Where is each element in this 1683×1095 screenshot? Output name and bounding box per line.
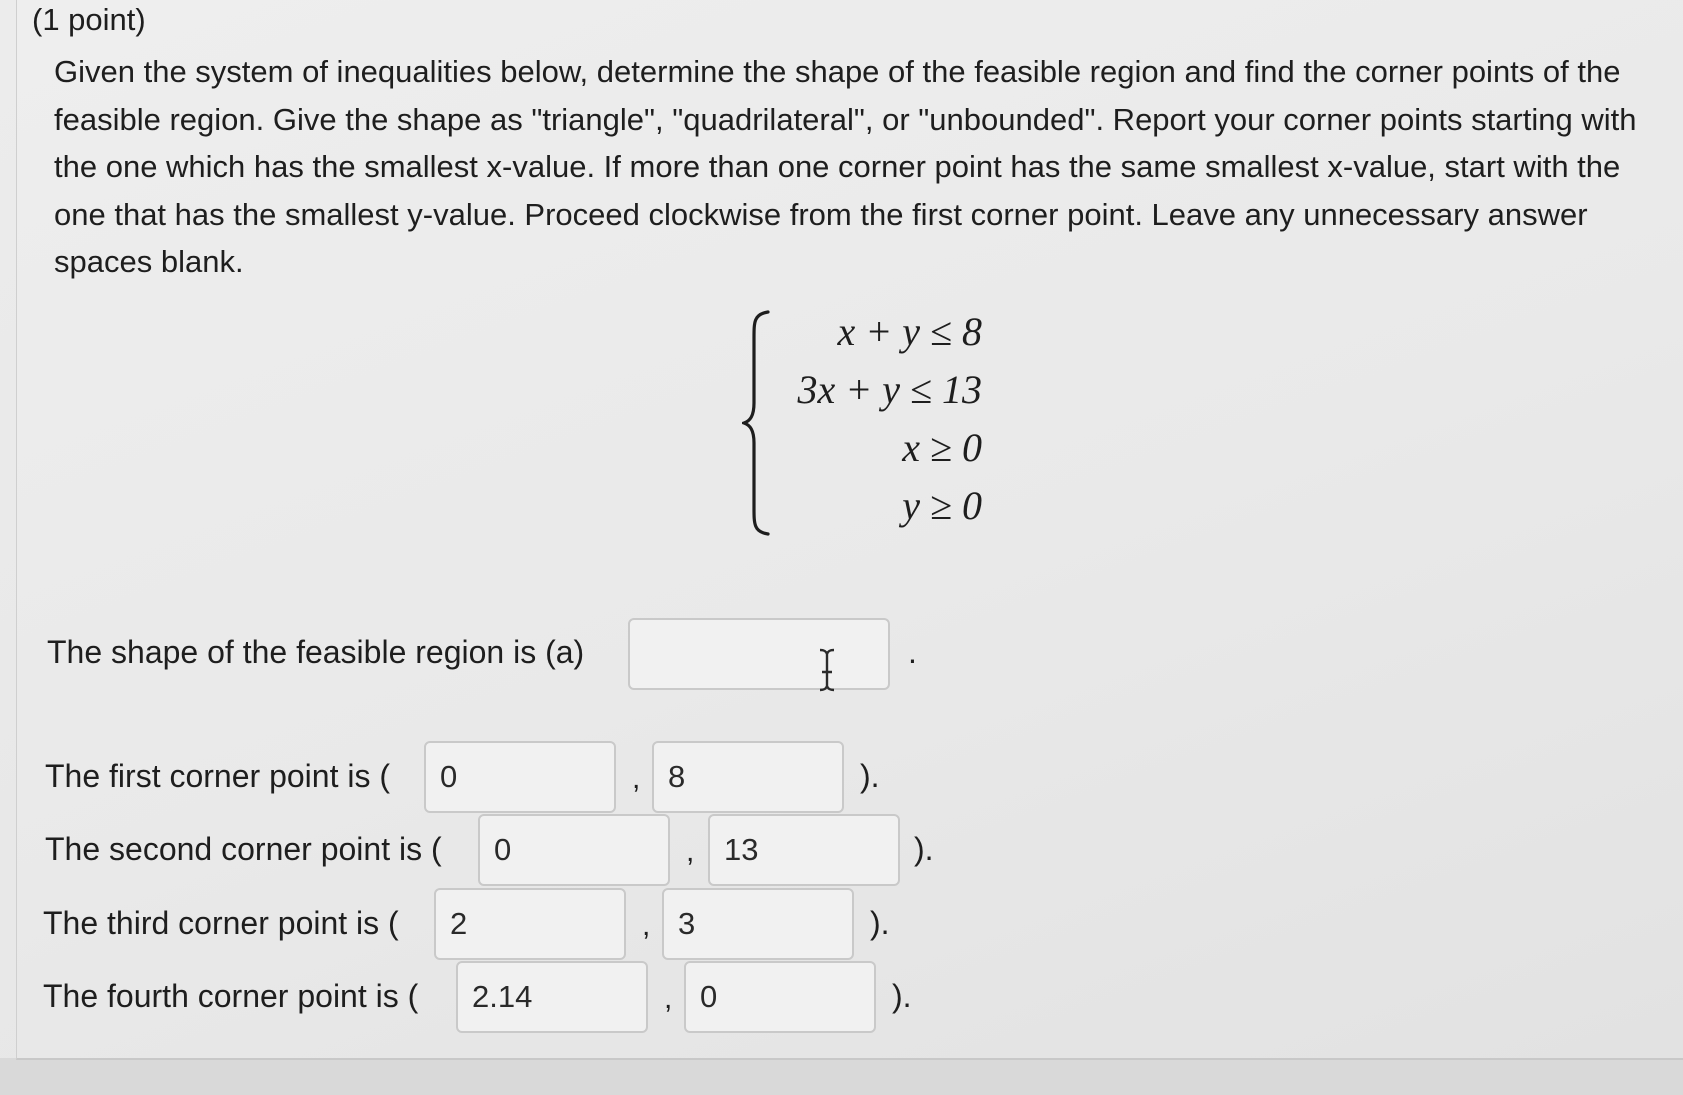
shape-label: The shape of the feasible region is (a) bbox=[47, 634, 585, 670]
shape-period: . bbox=[908, 634, 917, 670]
corner-4-comma: , bbox=[664, 982, 673, 1015]
inequality-2: 3x + y ≤ 13 bbox=[797, 367, 982, 412]
inequality-4: y ≥ 0 bbox=[902, 483, 982, 528]
corner-3-close: ). bbox=[870, 905, 890, 941]
brace-icon bbox=[742, 308, 772, 538]
inequality-system bbox=[742, 308, 982, 538]
corner-2-label: The second corner point is ( bbox=[45, 831, 442, 867]
shape-input[interactable] bbox=[628, 618, 890, 690]
corner-4-close: ). bbox=[892, 978, 912, 1014]
inequality-1: x + y ≤ 8 bbox=[837, 309, 982, 354]
corner-1-comma: , bbox=[632, 762, 641, 795]
corner-4-y-input[interactable]: 0 bbox=[684, 961, 876, 1033]
problem-statement: Given the system of inequalities below, determine the shape of the feasible region and find the corner points of the feasible region. Give the shape as "triangle", "quadrilateral", or "unbounded". Report your corner points starting with the one which has the smallest x-value. If more than one corner point has the same smallest x-value, start with the one that has the smallest y-value. Proceed clockwise from the first corner point. Leave any unnecessary answer spaces blank. bbox=[54, 54, 1637, 279]
corner-1-label: The first corner point is ( bbox=[45, 758, 390, 794]
corner-2-close: ). bbox=[914, 831, 934, 867]
corner-3-comma: , bbox=[642, 909, 651, 942]
corner-4-label: The fourth corner point is ( bbox=[43, 978, 419, 1014]
corner-4-x-input[interactable]: 2.14 bbox=[456, 961, 648, 1033]
corner-1-x-input[interactable]: 0 bbox=[424, 741, 616, 813]
corner-1-close: ). bbox=[860, 758, 880, 794]
inequality-3: x ≥ 0 bbox=[902, 425, 982, 470]
corner-2-comma: , bbox=[686, 835, 695, 868]
corner-3-x-input[interactable]: 2 bbox=[434, 888, 626, 960]
points-value: (1 point) bbox=[32, 2, 146, 37]
corner-2-x-input[interactable]: 0 bbox=[478, 814, 670, 886]
corner-1-y-input[interactable]: 8 bbox=[652, 741, 844, 813]
text-cursor-icon bbox=[816, 648, 838, 692]
corner-3-y-input[interactable]: 3 bbox=[662, 888, 854, 960]
corner-2-y-input[interactable]: 13 bbox=[708, 814, 900, 886]
corner-3-label: The third corner point is ( bbox=[43, 905, 399, 941]
